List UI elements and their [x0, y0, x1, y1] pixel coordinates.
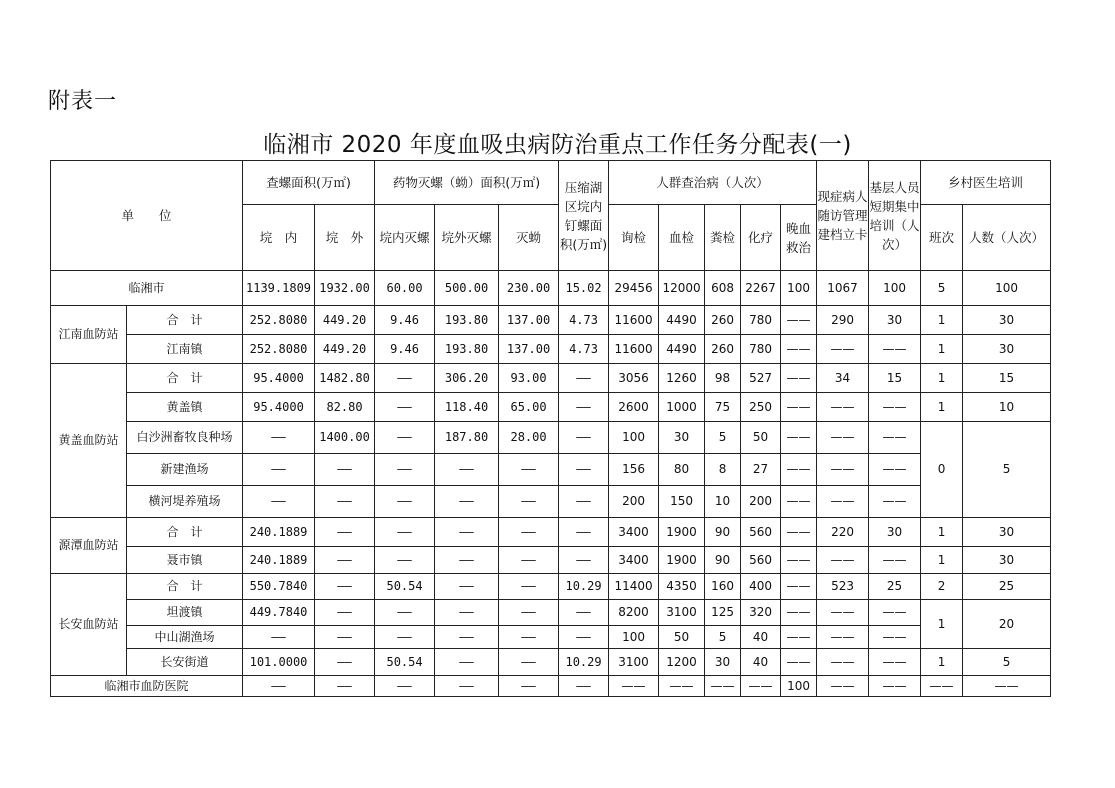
- value-cell: ——: [781, 454, 817, 486]
- table-row: [51, 306, 1051, 335]
- value-cell: ——: [375, 547, 435, 574]
- merged-people-cell: 20: [963, 600, 1051, 649]
- header-chemo: 化疗: [741, 205, 781, 271]
- unit-cell: 临湘市: [51, 271, 243, 306]
- value-cell: 10: [963, 393, 1051, 422]
- value-cell: ——: [609, 676, 659, 697]
- value-cell: ——: [499, 574, 559, 600]
- value-cell: 40: [741, 649, 781, 676]
- value-cell: 608: [705, 271, 741, 306]
- value-cell: 252.8080: [243, 306, 315, 335]
- value-cell: ——: [559, 547, 609, 574]
- value-cell: ——: [499, 454, 559, 486]
- unit-cell: 江南镇: [127, 335, 243, 364]
- value-cell: ——: [499, 649, 559, 676]
- station-cell: 黄盖血防站: [51, 364, 127, 518]
- unit-cell: 长安街道: [127, 649, 243, 676]
- table-row: [51, 547, 1051, 574]
- merged-people-cell: 5: [963, 422, 1051, 518]
- value-cell: 4.73: [559, 306, 609, 335]
- unit-cell: 临湘市血防医院: [51, 676, 243, 697]
- value-cell: ——: [315, 626, 375, 649]
- value-cell: 137.00: [499, 306, 559, 335]
- value-cell: 1: [921, 335, 963, 364]
- value-cell: 230.00: [499, 271, 559, 306]
- value-cell: ——: [817, 649, 869, 676]
- value-cell: 50.54: [375, 649, 435, 676]
- value-cell: 400: [741, 574, 781, 600]
- value-cell: ——: [817, 676, 869, 697]
- unit-cell: 合 计: [127, 306, 243, 335]
- value-cell: 5: [963, 649, 1051, 676]
- value-cell: 4350: [659, 574, 705, 600]
- value-cell: 560: [741, 518, 781, 547]
- value-cell: ——: [499, 676, 559, 697]
- value-cell: ——: [375, 676, 435, 697]
- value-cell: 10.29: [559, 574, 609, 600]
- table-row: [51, 422, 1051, 454]
- value-cell: ——: [781, 486, 817, 518]
- value-cell: 1200: [659, 649, 705, 676]
- unit-cell: 中山湖渔场: [127, 626, 243, 649]
- value-cell: ——: [869, 676, 921, 697]
- unit-cell: 新建渔场: [127, 454, 243, 486]
- value-cell: 125: [705, 600, 741, 626]
- unit-cell: 坦渡镇: [127, 600, 243, 626]
- value-cell: ——: [243, 422, 315, 454]
- value-cell: 137.00: [499, 335, 559, 364]
- value-cell: 29456: [609, 271, 659, 306]
- value-cell: 30: [963, 547, 1051, 574]
- value-cell: ——: [243, 626, 315, 649]
- attachment-label: 附表一: [48, 89, 118, 114]
- value-cell: ——: [659, 676, 705, 697]
- value-cell: 100: [963, 271, 1051, 306]
- value-cell: ——: [375, 626, 435, 649]
- table-row: [51, 335, 1051, 364]
- value-cell: 150: [659, 486, 705, 518]
- value-cell: 200: [609, 486, 659, 518]
- value-cell: ——: [559, 364, 609, 393]
- table-row: [51, 574, 1051, 600]
- value-cell: 12000: [659, 271, 705, 306]
- header-drug-inside: 垸内灭螺: [375, 205, 435, 271]
- value-cell: ——: [435, 574, 499, 600]
- value-cell: 100: [869, 271, 921, 306]
- value-cell: 50.54: [375, 574, 435, 600]
- station-cell: 源潭血防站: [51, 518, 127, 574]
- value-cell: 25: [869, 574, 921, 600]
- station-cell: 江南血防站: [51, 306, 127, 364]
- value-cell: ——: [375, 518, 435, 547]
- value-cell: 252.8080: [243, 335, 315, 364]
- header-drug-area: 药物灭螺（蚴）面积(万㎡): [375, 161, 559, 205]
- value-cell: ——: [817, 600, 869, 626]
- value-cell: ——: [315, 547, 375, 574]
- value-cell: ——: [559, 676, 609, 697]
- value-cell: ——: [869, 600, 921, 626]
- value-cell: ——: [315, 676, 375, 697]
- value-cell: 98: [705, 364, 741, 393]
- value-cell: 9.46: [375, 306, 435, 335]
- value-cell: 25: [963, 574, 1051, 600]
- value-cell: 100: [781, 676, 817, 697]
- value-cell: 527: [741, 364, 781, 393]
- value-cell: ——: [781, 393, 817, 422]
- value-cell: 4.73: [559, 335, 609, 364]
- value-cell: ——: [243, 676, 315, 697]
- value-cell: 100: [781, 271, 817, 306]
- unit-cell: 聂市镇: [127, 547, 243, 574]
- header-screening: 人群查治病（人次）: [609, 161, 817, 205]
- value-cell: ——: [869, 626, 921, 649]
- value-cell: 101.0000: [243, 649, 315, 676]
- value-cell: 1900: [659, 547, 705, 574]
- header-outside: 垸 外: [315, 205, 375, 271]
- value-cell: 4490: [659, 306, 705, 335]
- value-cell: 1900: [659, 518, 705, 547]
- merged-classes-cell: 1: [921, 600, 963, 649]
- value-cell: 118.40: [435, 393, 499, 422]
- value-cell: ——: [817, 393, 869, 422]
- value-cell: ——: [817, 547, 869, 574]
- header-snail-area: 查螺面积(万㎡): [243, 161, 375, 205]
- value-cell: 11600: [609, 306, 659, 335]
- value-cell: ——: [435, 600, 499, 626]
- value-cell: 30: [659, 422, 705, 454]
- value-cell: ——: [375, 364, 435, 393]
- header-grassroots-training: 基层人员短期集中培训（人次）: [869, 161, 921, 271]
- header-stool: 粪检: [705, 205, 741, 271]
- value-cell: 30: [869, 306, 921, 335]
- value-cell: ——: [817, 422, 869, 454]
- value-cell: 15: [869, 364, 921, 393]
- value-cell: 260: [705, 306, 741, 335]
- value-cell: 82.80: [315, 393, 375, 422]
- value-cell: 15: [963, 364, 1051, 393]
- header-late: 晚血救治: [781, 205, 817, 271]
- value-cell: 1932.00: [315, 271, 375, 306]
- value-cell: 75: [705, 393, 741, 422]
- merged-classes-cell: 0: [921, 422, 963, 518]
- value-cell: 1: [921, 306, 963, 335]
- value-cell: ——: [781, 600, 817, 626]
- value-cell: 550.7840: [243, 574, 315, 600]
- table-row: [51, 626, 1051, 649]
- value-cell: 40: [741, 626, 781, 649]
- value-cell: ——: [315, 454, 375, 486]
- value-cell: ——: [243, 486, 315, 518]
- value-cell: 80: [659, 454, 705, 486]
- value-cell: 90: [705, 518, 741, 547]
- value-cell: 2: [921, 574, 963, 600]
- value-cell: 3100: [609, 649, 659, 676]
- value-cell: 240.1889: [243, 518, 315, 547]
- value-cell: 187.80: [435, 422, 499, 454]
- value-cell: 220: [817, 518, 869, 547]
- value-cell: ——: [781, 649, 817, 676]
- value-cell: 8200: [609, 600, 659, 626]
- value-cell: ——: [869, 422, 921, 454]
- value-cell: ——: [375, 393, 435, 422]
- value-cell: ——: [375, 600, 435, 626]
- value-cell: ——: [559, 486, 609, 518]
- value-cell: 11400: [609, 574, 659, 600]
- value-cell: ——: [315, 574, 375, 600]
- value-cell: 250: [741, 393, 781, 422]
- table-title: 临湘市 2020 年度血吸虫病防治重点工作任务分配表(一): [263, 132, 852, 158]
- value-cell: ——: [817, 454, 869, 486]
- value-cell: ——: [559, 518, 609, 547]
- value-cell: 156: [609, 454, 659, 486]
- value-cell: 320: [741, 600, 781, 626]
- table-row: [51, 649, 1051, 676]
- table-row: [51, 271, 1051, 306]
- value-cell: 65.00: [499, 393, 559, 422]
- value-cell: ——: [869, 454, 921, 486]
- header-people: 人数（人次）: [963, 205, 1051, 271]
- table-row: [51, 393, 1051, 422]
- value-cell: ——: [559, 393, 609, 422]
- value-cell: ——: [243, 454, 315, 486]
- header-inside: 垸 内: [243, 205, 315, 271]
- header-inquiry: 询检: [609, 205, 659, 271]
- value-cell: 1: [921, 547, 963, 574]
- value-cell: 290: [817, 306, 869, 335]
- value-cell: 11600: [609, 335, 659, 364]
- value-cell: ——: [315, 486, 375, 518]
- table-row: [51, 364, 1051, 393]
- value-cell: 1: [921, 649, 963, 676]
- header-classes: 班次: [921, 205, 963, 271]
- value-cell: 50: [659, 626, 705, 649]
- value-cell: 15.02: [559, 271, 609, 306]
- value-cell: 449.20: [315, 306, 375, 335]
- value-cell: 193.80: [435, 335, 499, 364]
- header-row-1: [51, 161, 1051, 205]
- value-cell: ——: [435, 626, 499, 649]
- value-cell: 5: [705, 626, 741, 649]
- value-cell: 90: [705, 547, 741, 574]
- value-cell: ——: [435, 486, 499, 518]
- value-cell: 10: [705, 486, 741, 518]
- header-blood: 血检: [659, 205, 705, 271]
- value-cell: ——: [781, 306, 817, 335]
- value-cell: ——: [559, 626, 609, 649]
- value-cell: 3100: [659, 600, 705, 626]
- value-cell: 449.20: [315, 335, 375, 364]
- value-cell: ——: [559, 600, 609, 626]
- value-cell: 30: [963, 335, 1051, 364]
- value-cell: 240.1889: [243, 547, 315, 574]
- value-cell: ——: [435, 649, 499, 676]
- value-cell: 780: [741, 335, 781, 364]
- value-cell: 1260: [659, 364, 705, 393]
- value-cell: ——: [559, 454, 609, 486]
- value-cell: 560: [741, 547, 781, 574]
- value-cell: 1000: [659, 393, 705, 422]
- value-cell: 200: [741, 486, 781, 518]
- value-cell: ——: [435, 518, 499, 547]
- value-cell: 93.00: [499, 364, 559, 393]
- value-cell: ——: [315, 600, 375, 626]
- value-cell: 5: [921, 271, 963, 306]
- value-cell: ——: [869, 547, 921, 574]
- value-cell: ——: [817, 335, 869, 364]
- value-cell: ——: [869, 649, 921, 676]
- value-cell: 5: [705, 422, 741, 454]
- value-cell: 3400: [609, 518, 659, 547]
- value-cell: 4490: [659, 335, 705, 364]
- value-cell: 1: [921, 518, 963, 547]
- value-cell: 1400.00: [315, 422, 375, 454]
- value-cell: ——: [375, 454, 435, 486]
- value-cell: 2267: [741, 271, 781, 306]
- value-cell: ——: [435, 454, 499, 486]
- value-cell: 95.4000: [243, 364, 315, 393]
- value-cell: ——: [781, 518, 817, 547]
- header-larva: 灭蚴: [499, 205, 559, 271]
- value-cell: ——: [499, 547, 559, 574]
- value-cell: ——: [869, 335, 921, 364]
- value-cell: 9.46: [375, 335, 435, 364]
- value-cell: ——: [499, 626, 559, 649]
- value-cell: ——: [375, 422, 435, 454]
- value-cell: ——: [963, 676, 1051, 697]
- value-cell: 100: [609, 422, 659, 454]
- unit-cell: 合 计: [127, 574, 243, 600]
- value-cell: 1: [921, 364, 963, 393]
- value-cell: 193.80: [435, 306, 499, 335]
- value-cell: 10.29: [559, 649, 609, 676]
- value-cell: ——: [781, 364, 817, 393]
- value-cell: ——: [315, 518, 375, 547]
- value-cell: 27: [741, 454, 781, 486]
- value-cell: 160: [705, 574, 741, 600]
- value-cell: ——: [817, 626, 869, 649]
- header-village-doctor: 乡村医生培训: [921, 161, 1051, 205]
- value-cell: ——: [869, 486, 921, 518]
- table-row: [51, 454, 1051, 486]
- value-cell: 100: [609, 626, 659, 649]
- value-cell: ——: [315, 649, 375, 676]
- value-cell: ——: [781, 335, 817, 364]
- value-cell: ——: [781, 626, 817, 649]
- value-cell: ——: [741, 676, 781, 697]
- value-cell: ——: [817, 486, 869, 518]
- value-cell: 34: [817, 364, 869, 393]
- value-cell: 95.4000: [243, 393, 315, 422]
- value-cell: 449.7840: [243, 600, 315, 626]
- value-cell: 3400: [609, 547, 659, 574]
- value-cell: 523: [817, 574, 869, 600]
- value-cell: 500.00: [435, 271, 499, 306]
- table-row: [51, 676, 1051, 697]
- value-cell: 1067: [817, 271, 869, 306]
- unit-cell: 合 计: [127, 518, 243, 547]
- header-unit: 单 位: [51, 161, 243, 271]
- value-cell: ——: [781, 422, 817, 454]
- value-cell: ——: [781, 574, 817, 600]
- table-row: [51, 600, 1051, 626]
- value-cell: 1139.1809: [243, 271, 315, 306]
- task-allocation-table: [50, 160, 1051, 697]
- value-cell: 260: [705, 335, 741, 364]
- value-cell: 8: [705, 454, 741, 486]
- value-cell: 1: [921, 393, 963, 422]
- value-cell: ——: [435, 547, 499, 574]
- value-cell: 1482.80: [315, 364, 375, 393]
- value-cell: 30: [705, 649, 741, 676]
- value-cell: 780: [741, 306, 781, 335]
- header-case-card: 现症病人随访管理建档立卡: [817, 161, 869, 271]
- value-cell: ——: [869, 393, 921, 422]
- value-cell: 60.00: [375, 271, 435, 306]
- header-compress: 压缩湖区垸内钉螺面积(万㎡): [559, 161, 609, 271]
- value-cell: 306.20: [435, 364, 499, 393]
- unit-cell: 合 计: [127, 364, 243, 393]
- table-row: [51, 486, 1051, 518]
- value-cell: ——: [781, 547, 817, 574]
- unit-cell: 横河堤养殖场: [127, 486, 243, 518]
- unit-cell: 黄盖镇: [127, 393, 243, 422]
- station-cell: 长安血防站: [51, 574, 127, 676]
- value-cell: 2600: [609, 393, 659, 422]
- value-cell: ——: [705, 676, 741, 697]
- value-cell: ——: [375, 486, 435, 518]
- table-row: [51, 518, 1051, 547]
- value-cell: 50: [741, 422, 781, 454]
- value-cell: ——: [499, 518, 559, 547]
- value-cell: 3056: [609, 364, 659, 393]
- value-cell: ——: [435, 676, 499, 697]
- value-cell: 28.00: [499, 422, 559, 454]
- value-cell: ——: [921, 676, 963, 697]
- value-cell: 30: [869, 518, 921, 547]
- value-cell: 30: [963, 306, 1051, 335]
- value-cell: ——: [499, 486, 559, 518]
- value-cell: ——: [559, 422, 609, 454]
- header-drug-outside: 垸外灭螺: [435, 205, 499, 271]
- unit-cell: 白沙洲畜牧良种场: [127, 422, 243, 454]
- value-cell: 30: [963, 518, 1051, 547]
- value-cell: ——: [499, 600, 559, 626]
